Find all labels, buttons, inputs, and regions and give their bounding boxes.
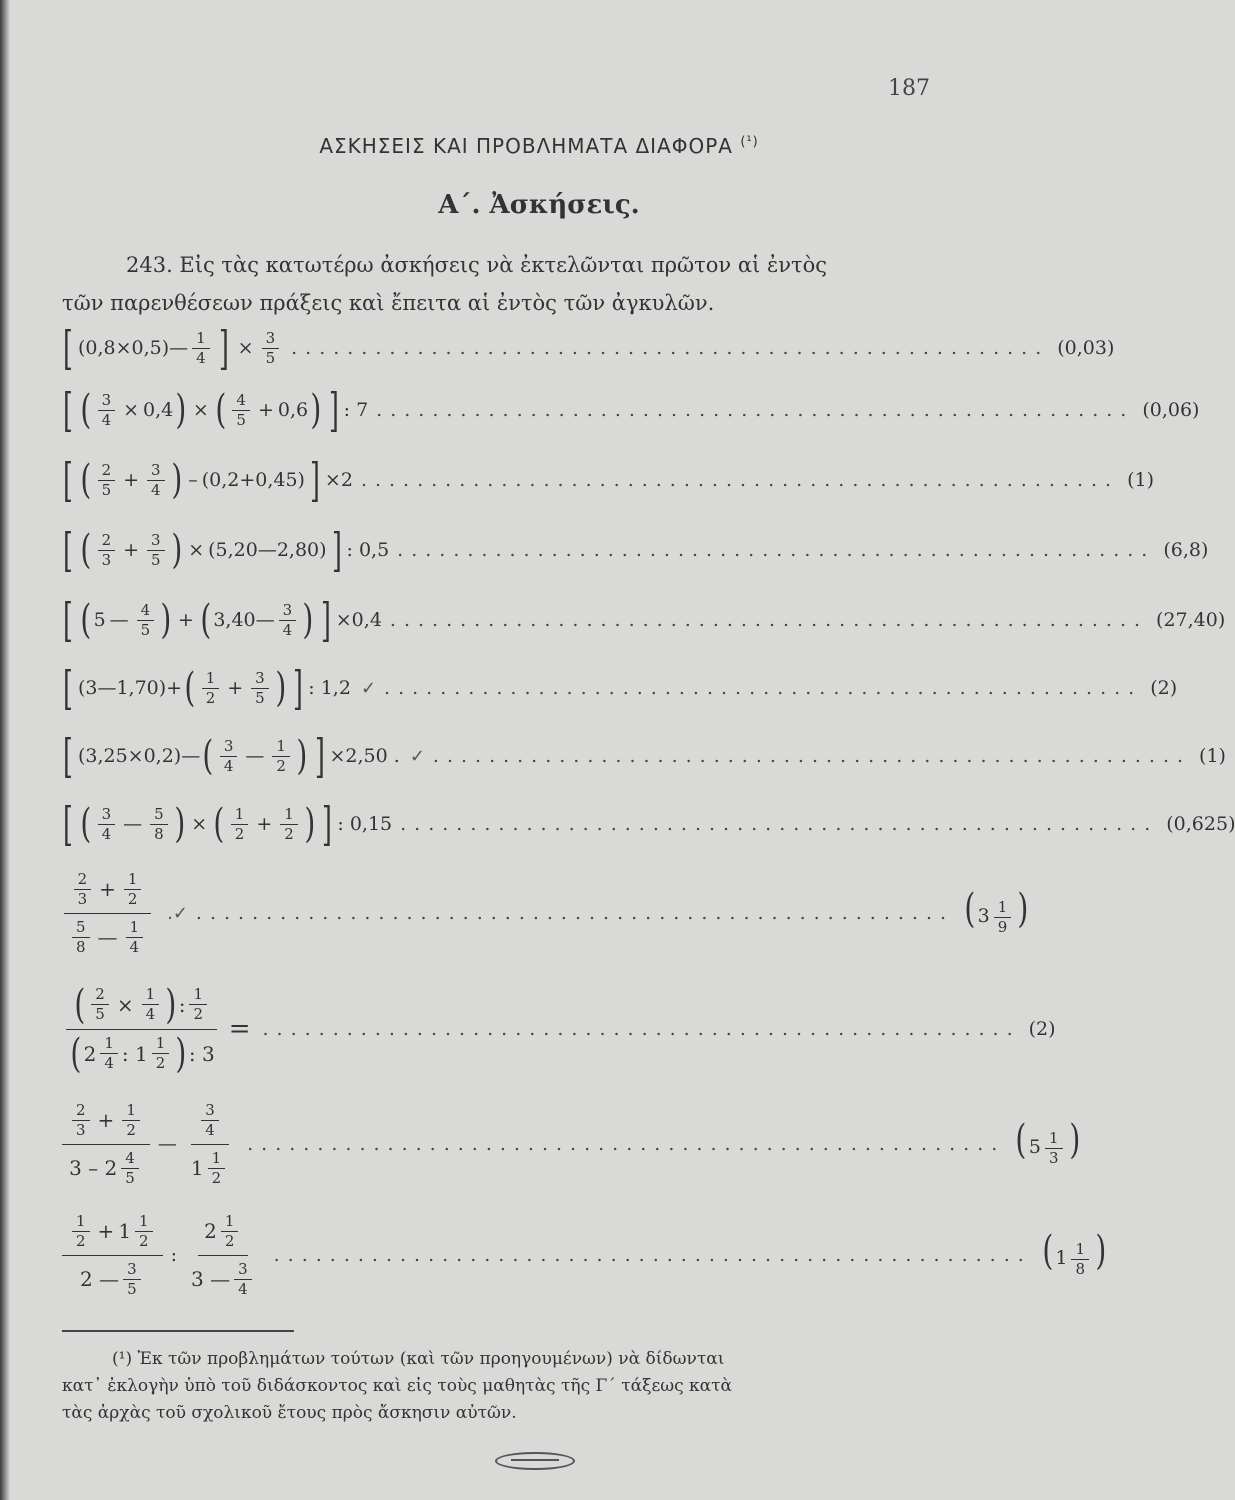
check-mark: ✓	[409, 745, 425, 767]
exercise-8-expression: [ ( $\frac{3}{4}$ — $\frac{5}{8}$ ) × ( $\frac{1}{2}$ + $\frac{1}{2}$ ) ] : 0,15	[63, 797, 393, 851]
leader-dots: ......................................................	[432, 745, 1192, 767]
chapter-heading-text: ΑΣΚΗΣΕΙΣ ΚΑΙ ΠΡΟΒΛΗΜΑΤΑ ΔΙΑΦΟΡΑ	[319, 134, 733, 158]
exercise-6-answer: (2)	[1150, 677, 1178, 699]
instructions-line-2: τῶν παρενθέσεων πράξεις καὶ ἔπειτα αἱ ἐντὸς τῶν ἀγκυλῶν.	[62, 291, 715, 315]
exercise-10-expression: ( $\frac{2}{5}$ × $\frac{1}{4}$ ) : $\frac{1}{2}$ ( 2 $\frac{1}{4}$ : 1 $\frac{1}{2}$ ) : 3 =	[58, 983, 255, 1076]
leader-dots: ......................................................	[360, 469, 1120, 491]
exercise-10-answer: (2)	[1028, 1018, 1056, 1040]
exercise-1-answer: (0,03)	[1057, 337, 1115, 359]
answer-whole: 1	[1055, 1247, 1068, 1270]
leader-dots: ......................................................	[389, 609, 1149, 631]
heading-footnote-mark: (¹)	[740, 134, 759, 150]
exercise-12-answer: ( 1 $\frac{1}{8}$ )	[1042, 1228, 1107, 1278]
leader-dots: ......................................................	[195, 902, 955, 924]
answer-denominator: 9	[997, 917, 1008, 936]
exercise-9-answer: ( 3 $\frac{1}{9}$ )	[964, 886, 1029, 936]
exercise-3	[58, 450, 1154, 510]
exercise-2	[58, 380, 1200, 440]
exercise-11-expression: $\frac{2}{3}$ + $\frac{1}{2}$ 3 – 2 $\frac{4}{5}$ — $\frac{3}{4}$ 1 $\frac{1}{2}$	[58, 1099, 239, 1190]
footnote	[62, 1346, 936, 1427]
answer-numerator: 1	[994, 898, 1012, 918]
answer-whole: 3	[977, 905, 990, 928]
page-number: 187	[888, 76, 930, 101]
leader-dots: ......................................................	[247, 1133, 1006, 1155]
instructions-line-1: 243. Εἰς τὰς κατωτέρω ἀσκήσεις νὰ ἐκτελῶνται πρῶτον αἱ ἐντὸς	[126, 253, 828, 277]
footnote-line-2: κατ᾽ ἐκλογὴν ὑπὸ τοῦ διδάσκοντος καὶ εἰς τοὺς μαθητὰς τῆς Γ΄ τάξεως κατὰ	[62, 1376, 733, 1396]
chapter-heading	[0, 134, 1058, 158]
exercise-2-expression: [ ( $\frac{3}{4}$ × 0,4 ) × ( $\frac{4}{5}$ + 0,6 ) ] : 7	[63, 383, 369, 437]
exercise-instructions	[62, 246, 930, 322]
page-ornament	[495, 1452, 575, 1470]
exercise-1	[58, 318, 1115, 378]
exercise-11	[58, 1090, 1080, 1198]
answer-numerator: 1	[1045, 1129, 1063, 1149]
leader-dots: ......................................................	[273, 1244, 1032, 1266]
exercise-8-answer: (0,625)	[1166, 813, 1235, 835]
answer-denominator: 3	[1048, 1148, 1059, 1167]
exercise-4-answer: (6,8)	[1163, 539, 1209, 561]
footnote-line-3: τὰς ἀρχὰς τοῦ σχολικοῦ ἔτους πρὸς ἄσκησιν αὐτῶν.	[62, 1403, 517, 1423]
page-binding-edge	[0, 0, 10, 1500]
exercise-6-expression: [ (3—1,70)+ ( $\frac{1}{2}$ + $\frac{3}{5}$ ) ] : 1,2 ✓	[63, 661, 377, 715]
exercise-12	[58, 1200, 1107, 1310]
exercise-5	[58, 590, 1226, 650]
leader-dots: ......................................................	[291, 337, 1050, 359]
exercise-10	[58, 974, 1056, 1084]
exercise-1-expression: [ (0,8×0,5)— $\frac{1}{4}$ ] × $\frac{3}{5}$	[58, 325, 283, 371]
exercise-9	[58, 858, 1029, 968]
exercise-7-answer: (1)	[1199, 745, 1226, 767]
exercise-8	[58, 794, 1235, 854]
exercise-12-expression: $\frac{1}{2}$ + 1 $\frac{1}{2}$ 2 — $\frac{3}{5}$ : 2 $\frac{1}{2}$ 3 — $\frac{3}{4}$	[58, 1210, 266, 1301]
exercise-2-answer: (0,06)	[1142, 399, 1200, 421]
leader-dots: ......................................................	[384, 677, 1143, 699]
check-mark: ✓	[360, 677, 377, 699]
exercise-9-expression: $\frac{2}{3}$ + $\frac{1}{2}$ $\frac{5}{8}$ — $\frac{1}{4}$ .✓	[58, 868, 188, 959]
exercise-4-expression: [ ( $\frac{2}{3}$ + $\frac{3}{5}$ ) × (5,20—2,80) ] : 0,5	[63, 523, 390, 577]
exercise-3-expression: [ ( $\frac{2}{5}$ + $\frac{3}{4}$ ) – (0,2+0,45) ] ×2	[63, 453, 353, 507]
exercise-5-expression: [ ( 5 — $\frac{4}{5}$ ) + ( 3,40— $\frac{3}{4}$ ) ] ×0,4	[63, 593, 382, 647]
exercise-6	[58, 658, 1178, 718]
exercise-5-answer: (27,40)	[1156, 609, 1226, 631]
check-mark: .✓	[167, 902, 188, 924]
exercise-7-expression: [ (3,25×0,2)— ( $\frac{3}{4}$ — $\frac{1}{2}$ ) ] ×2,50 . ✓	[63, 729, 425, 783]
exercise-7	[58, 726, 1226, 786]
leader-dots: ......................................................	[376, 399, 1135, 421]
footnote-rule	[62, 1330, 294, 1332]
leader-dots: ......................................................	[262, 1018, 1021, 1040]
answer-whole: 5	[1028, 1136, 1041, 1159]
section-heading: Α΄. Ἀσκήσεις.	[438, 190, 640, 220]
exercise-4	[58, 520, 1209, 580]
exercise-3-answer: (1)	[1127, 469, 1154, 491]
leader-dots: ......................................................	[400, 813, 1159, 835]
footnote-line-1: (¹) Ἐκ τῶν προβλημάτων τούτων (καὶ τῶν προηγουμένων) νὰ δίδωνται	[112, 1349, 725, 1369]
exercise-11-answer: ( 5 $\frac{1}{3}$ )	[1015, 1117, 1080, 1167]
answer-denominator: 8	[1075, 1259, 1086, 1278]
answer-numerator: 1	[1071, 1240, 1089, 1260]
leader-dots: ......................................................	[397, 539, 1156, 561]
